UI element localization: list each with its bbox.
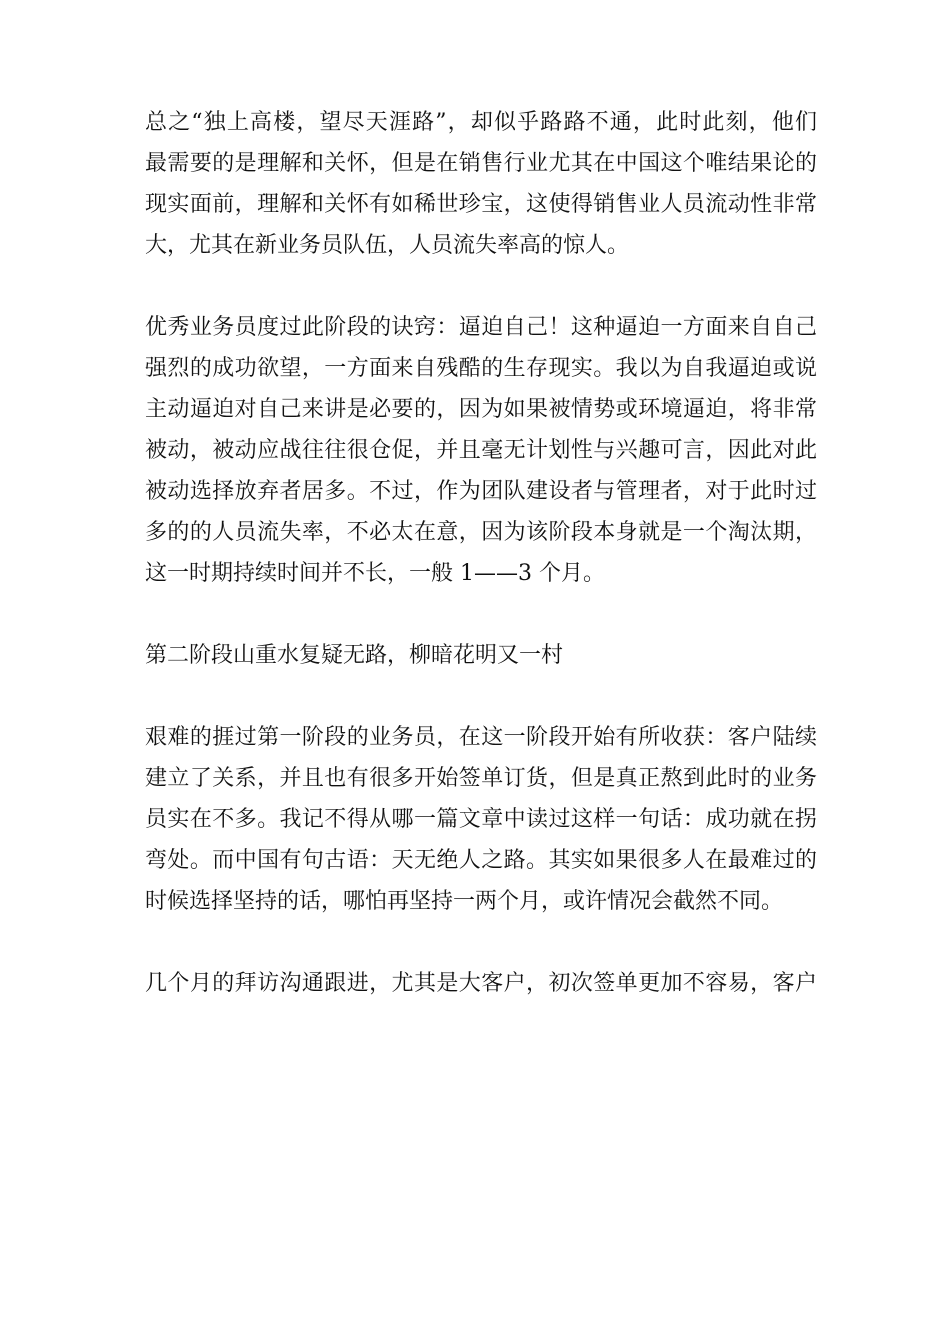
paragraph-spacer	[145, 676, 817, 717]
paragraph-1	[145, 102, 817, 266]
text-line: 时候选择坚持的话，哪怕再坚持一两个月，或许情况会截然不同。	[145, 889, 784, 914]
text-line: 艰难的捱过第一阶段的业务员，在这一阶段开始有所收获：客户陆续	[145, 725, 817, 750]
text-line: 优秀业务员度过此阶段的诀窍：逼迫自己！这种逼迫一方面来自自己	[145, 315, 817, 340]
paragraph-4	[145, 963, 817, 1004]
paragraph-2	[145, 307, 817, 594]
text-line: 被动，被动应战往往很仓促，并且毫无计划性与兴趣可言，因此对此	[145, 438, 817, 463]
text-line: 被动选择放弃者居多。不过，作为团队建设者与管理者，对于此时过	[145, 479, 817, 504]
paragraph-3	[145, 717, 817, 922]
text-line: 员实在不多。我记不得从哪一篇文章中读过这样一句话：成功就在拐	[145, 807, 817, 832]
text-line: 建立了关系，并且也有很多开始签单订货，但是真正熬到此时的业务	[145, 766, 817, 791]
paragraph-spacer	[145, 922, 817, 963]
text-line: 最需要的是理解和关怀，但是在销售行业尤其在中国这个唯结果论的	[145, 151, 817, 176]
document-body	[145, 102, 817, 1004]
text-line: 大，尤其在新业务员队伍，人员流失率高的惊人。	[145, 233, 630, 258]
section-heading	[145, 635, 817, 676]
text-line: 主动逼迫对自己来讲是必要的，因为如果被情势或环境逼迫，将非常	[145, 397, 817, 422]
paragraph-spacer	[145, 594, 817, 635]
text-line: 总之“独上高楼，望尽天涯路”，却似乎路路不通，此时此刻，他们	[145, 110, 817, 135]
heading-line: 第二阶段山重水复疑无路，柳暗花明又一村	[145, 643, 564, 668]
text-line: 现实面前，理解和关怀有如稀世珍宝，这使得销售业人员流动性非常	[145, 192, 817, 217]
text-line: 弯处。而中国有句古语：天无绝人之路。其实如果很多人在最难过的	[145, 848, 817, 873]
paragraph-spacer	[145, 266, 817, 307]
text-line: 强烈的成功欲望，一方面来自残酷的生存现实。我以为自我逼迫或说	[145, 356, 817, 381]
text-line: 几个月的拜访沟通跟进，尤其是大客户，初次签单更加不容易，客户	[145, 971, 817, 996]
text-line: 这一时期持续时间并不长，一般 1——3 个月。	[145, 561, 605, 586]
text-line: 多的的人员流失率，不必太在意，因为该阶段本身就是一个淘汰期，	[145, 520, 817, 545]
